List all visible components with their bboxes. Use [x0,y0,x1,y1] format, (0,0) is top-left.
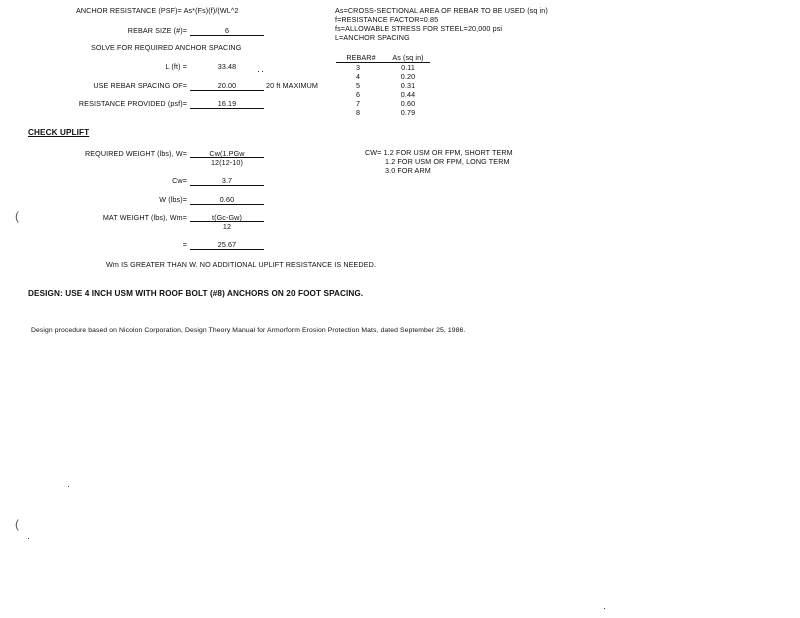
solve-instruction: SOLVE FOR REQUIRED ANCHOR SPACING [91,43,242,52]
definition-f: f=RESISTANCE FACTOR=0.85 [335,15,439,24]
required-weight-denominator: 12(12-10) [210,158,244,167]
use-spacing-underline [190,90,264,91]
equals-sign: = [182,240,187,249]
l-label: L (ft) = [165,62,187,71]
table-cell: 0.31 [400,81,416,90]
bracket-mark: ( [15,517,19,531]
rebar-size-underline [190,35,264,36]
mat-weight-denominator: 12 [222,222,232,231]
table-header-area: As (sq in) [392,53,424,62]
cw-option: 1.2 FOR USM OR FPM, LONG TERM [385,157,510,166]
table-cell: 0.20 [400,72,416,81]
definition-as: As=CROSS-SECTIONAL AREA OF REBAR TO BE USED (sq in) [335,6,548,15]
design-statement: DESIGN: USE 4 INCH USM WITH ROOF BOLT (#8) ANCHORS ON 20 FOOT SPACING. [28,289,364,298]
resistance-label: RESISTANCE PROVIDED (psf)= [78,99,187,108]
table-cell: 0.60 [400,99,416,108]
l-value: 33.48 [217,62,237,71]
speck-mark [604,608,605,609]
mat-weight-numerator: t(Gc-Gw) [212,213,242,222]
cw-option: CW= 1.2 FOR USM OR FPM, SHORT TERM [365,148,513,157]
mat-weight-label: MAT WEIGHT (lbs), Wm= [102,213,187,222]
table-header-rebar: REBAR# [346,53,376,62]
bracket-mark: ( [15,209,19,223]
required-weight-numerator: Cw(1.PGw [209,149,245,158]
speck-mark [258,71,259,72]
cw-underline [190,185,264,186]
table-cell: 4 [355,72,361,81]
definition-l: L=ANCHOR SPACING [335,33,410,42]
definition-fs: fs=ALLOWABLE STRESS FOR STEEL=20,000 psi [335,24,503,33]
w-underline [190,204,264,205]
check-uplift-heading: CHECK UPLIFT [28,128,90,137]
use-spacing-label: USE REBAR SPACING OF= [93,81,187,90]
table-cell: 8 [355,108,361,117]
w-value: 0.60 [219,195,235,204]
resistance-value: 16.19 [217,99,237,108]
footnote: Design procedure based on Nicolon Corporation, Design Theory Manual for Armorform Erosion Protection Mats, dated September 25, 1986. [31,327,466,334]
table-cell: 0.79 [400,108,416,117]
rebar-size-label: REBAR SIZE (#)= [127,26,187,35]
table-cell: 6 [355,90,361,99]
use-spacing-value: 20.00 [217,81,237,90]
rebar-size-value: 6 [224,26,230,35]
table-cell: 7 [355,99,361,108]
cw-label: Cw= [172,176,187,185]
table-cell: 0.11 [401,63,415,72]
cw-option: 3.0 FOR ARM [385,166,431,175]
resistance-underline [190,108,264,109]
max-spacing-note: 20 ft MAXIMUM [266,81,319,90]
table-cell: 3 [355,63,361,72]
table-cell: 0.44 [400,90,416,99]
speck-mark [28,538,29,539]
result-underline [190,249,264,250]
speck-mark [262,71,263,72]
speck-mark [68,486,69,487]
table-cell: 5 [355,81,361,90]
w-label: W (lbs)= [159,195,187,204]
required-weight-label: REQUIRED WEIGHT (lbs), W= [85,149,187,158]
anchor-resistance-formula: ANCHOR RESISTANCE (PSF)= As*(Fs)(f)/(WL^2 [76,6,239,15]
uplift-conclusion: Wm IS GREATER THAN W. NO ADDITIONAL UPLIFT RESISTANCE IS NEEDED. [106,260,376,269]
mat-weight-result: 25.67 [217,240,237,249]
cw-value: 3.7 [221,176,233,185]
